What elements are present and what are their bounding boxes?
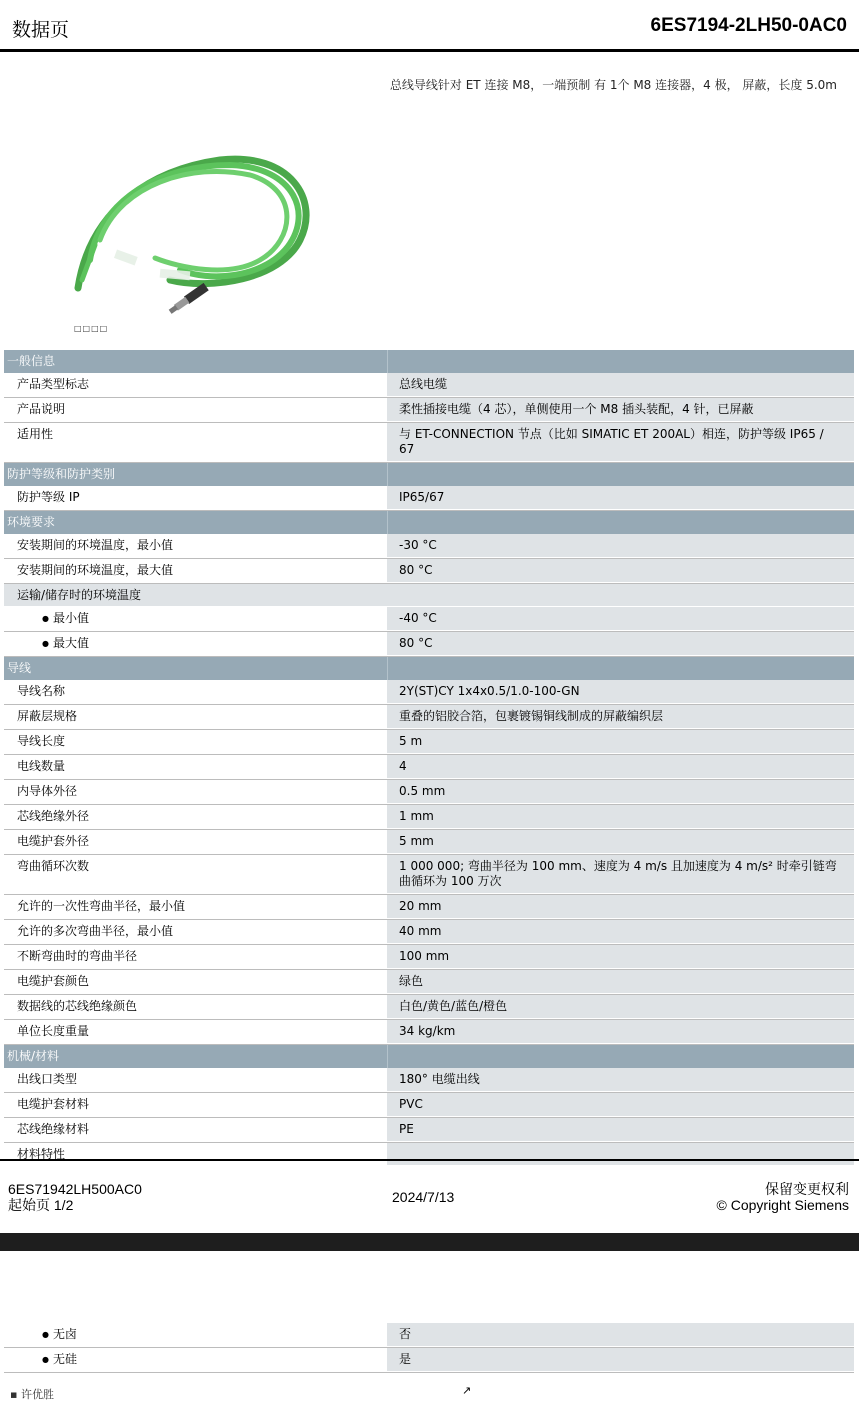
row-key: 不断弯曲时的弯曲半径 bbox=[17, 949, 138, 963]
table-row bbox=[4, 680, 854, 705]
row-key: 内导体外径 bbox=[17, 784, 78, 798]
table-row bbox=[4, 534, 854, 559]
table-row bbox=[4, 705, 854, 730]
cut-off-row-text: ▪ 许优胜 bbox=[10, 1388, 54, 1401]
section-title: 防护等级和防护类别 bbox=[7, 467, 116, 481]
subsection-header: 运输/储存时的环境温度 bbox=[4, 584, 854, 607]
row-value: 4 bbox=[387, 755, 854, 779]
section-title: 环境要求 bbox=[7, 515, 56, 529]
row-value: 2Y(ST)CY 1x4x0.5/1.0-100-GN bbox=[387, 680, 854, 704]
row-value: 5 mm bbox=[387, 830, 854, 854]
table-row bbox=[4, 895, 854, 920]
section-title: 一般信息 bbox=[7, 354, 56, 368]
row-value: 80 °C bbox=[387, 559, 854, 583]
row-value: 总线电缆 bbox=[387, 373, 854, 397]
table-row bbox=[4, 730, 854, 755]
row-key: 安装期间的环境温度，最大值 bbox=[17, 563, 174, 577]
page-footer bbox=[0, 1159, 859, 1233]
table-row bbox=[4, 920, 854, 945]
row-key: 导线长度 bbox=[17, 734, 66, 748]
row-value: 80 °C bbox=[387, 632, 854, 656]
table-row bbox=[4, 1093, 854, 1118]
row-value: 0.5 mm bbox=[387, 780, 854, 804]
row-value: 34 kg/km bbox=[387, 1020, 854, 1044]
page-header bbox=[0, 0, 859, 52]
table-row bbox=[4, 1348, 854, 1373]
footer-copyright: © Copyright Siemens bbox=[716, 1197, 849, 1213]
section-header-protection bbox=[4, 463, 854, 486]
row-value: -30 °C bbox=[387, 534, 854, 558]
footer-page-number: 起始页 1/2 bbox=[8, 1197, 74, 1213]
footer-right bbox=[717, 1181, 849, 1213]
row-value: IP65/67 bbox=[387, 486, 854, 510]
row-key: 允许的多次弯曲半径，最小值 bbox=[17, 924, 174, 938]
row-value: 否 bbox=[387, 1323, 854, 1347]
table-row bbox=[4, 1068, 854, 1093]
row-value: 与 ET-CONNECTION 节点（比如 SIMATIC ET 200AL）相连，防护等级 IP65 / 67 bbox=[387, 423, 854, 462]
section-header-conductor bbox=[4, 657, 854, 680]
footer-left bbox=[8, 1181, 142, 1213]
row-value: 是 bbox=[387, 1348, 854, 1372]
table-row bbox=[4, 945, 854, 970]
table-row bbox=[4, 398, 854, 423]
row-value: 白色/黄色/蓝色/橙色 bbox=[387, 995, 854, 1019]
footer-rights: 保留变更权利 bbox=[765, 1181, 849, 1197]
row-key: 防护等级 IP bbox=[17, 490, 80, 504]
row-value: PVC bbox=[387, 1093, 854, 1117]
product-image bbox=[60, 140, 330, 340]
row-key: ● 最大值 bbox=[4, 632, 387, 656]
table-row bbox=[4, 1323, 854, 1348]
table-row bbox=[4, 632, 854, 657]
row-value: 1 000 000; 弯曲半径为 100 mm、速度为 4 m/s 且加速度为 4 m/s² 时牵引链弯曲循环为 100 万次 bbox=[387, 855, 854, 894]
spec-table-page2 bbox=[4, 1323, 854, 1373]
footer-part-number: 6ES71942LH500AC0 bbox=[8, 1181, 142, 1197]
section-title: 机械/材料 bbox=[7, 1049, 60, 1063]
table-row bbox=[4, 830, 854, 855]
row-value: 重叠的铝胶合箔，包裹镀锡铜线制成的屏蔽编织层 bbox=[387, 705, 854, 729]
row-key: 允许的一次性弯曲半径，最小值 bbox=[17, 899, 186, 913]
row-key: 单位长度重量 bbox=[17, 1024, 90, 1038]
row-key: ● 无硅 bbox=[4, 1348, 387, 1372]
section-header-environment bbox=[4, 511, 854, 534]
table-row bbox=[4, 607, 854, 632]
row-key: 材料特性 bbox=[17, 1147, 66, 1161]
row-key: 适用性 bbox=[17, 427, 54, 441]
row-key: ● 最小值 bbox=[4, 607, 387, 631]
table-row bbox=[4, 1118, 854, 1143]
table-row bbox=[4, 755, 854, 780]
external-link-icon[interactable]: ↗ bbox=[462, 1384, 472, 1397]
table-row bbox=[4, 486, 854, 511]
row-value: 180° 电缆出线 bbox=[387, 1068, 854, 1092]
row-key: 数据线的芯线绝缘颜色 bbox=[17, 999, 138, 1013]
table-row bbox=[4, 995, 854, 1020]
row-value: 100 mm bbox=[387, 945, 854, 969]
page-title: 数据页 bbox=[12, 19, 70, 41]
table-row bbox=[4, 780, 854, 805]
row-key: 芯线绝缘外径 bbox=[17, 809, 90, 823]
product-number: 6ES7194-2LH50-0AC0 bbox=[650, 15, 847, 36]
row-key: 导线名称 bbox=[17, 684, 66, 698]
row-value: 绿色 bbox=[387, 970, 854, 994]
table-row bbox=[4, 805, 854, 830]
row-key: ● 无卤 bbox=[4, 1323, 387, 1347]
row-key: 电缆护套材料 bbox=[17, 1097, 90, 1111]
section-header-general bbox=[4, 350, 854, 373]
row-key: 安装期间的环境温度，最小值 bbox=[17, 538, 174, 552]
table-row bbox=[4, 970, 854, 995]
footer-date: 2024/7/13 bbox=[392, 1189, 455, 1205]
row-key: 产品说明 bbox=[17, 402, 66, 416]
row-value: 柔性插接电缆（4 芯），单侧使用一个 M8 插头装配，4 针，已屏蔽 bbox=[387, 398, 854, 422]
spec-table bbox=[4, 350, 854, 1166]
row-value: -40 °C bbox=[387, 607, 854, 631]
table-row bbox=[4, 423, 854, 463]
row-key: 电缆护套颜色 bbox=[17, 974, 90, 988]
row-value: 1 mm bbox=[387, 805, 854, 829]
table-row bbox=[4, 559, 854, 584]
table-row bbox=[4, 373, 854, 398]
table-row bbox=[4, 1020, 854, 1045]
section-header-mechanical bbox=[4, 1045, 854, 1068]
product-description: 总线导线针对 ET 连接 M8，一端预制 有 1个 M8 连接器，4 极， 屏蔽，长度 5.0m bbox=[389, 78, 837, 92]
table-row bbox=[4, 855, 854, 895]
section-title: 导线 bbox=[7, 661, 32, 675]
row-key: 电缆护套外径 bbox=[17, 834, 90, 848]
row-key: 芯线绝缘材料 bbox=[17, 1122, 90, 1136]
row-value: 40 mm bbox=[387, 920, 854, 944]
row-value: PE bbox=[387, 1118, 854, 1142]
row-key: 屏蔽层规格 bbox=[17, 709, 78, 723]
row-key: 出线口类型 bbox=[17, 1072, 78, 1086]
row-value: 20 mm bbox=[387, 895, 854, 919]
row-value: 5 m bbox=[387, 730, 854, 754]
image-caption: □□□□ bbox=[74, 324, 109, 333]
row-key: 弯曲循环次数 bbox=[17, 859, 90, 873]
page-separator bbox=[0, 1233, 859, 1251]
row-key: 产品类型标志 bbox=[17, 377, 90, 391]
row-key: 电线数量 bbox=[17, 759, 66, 773]
